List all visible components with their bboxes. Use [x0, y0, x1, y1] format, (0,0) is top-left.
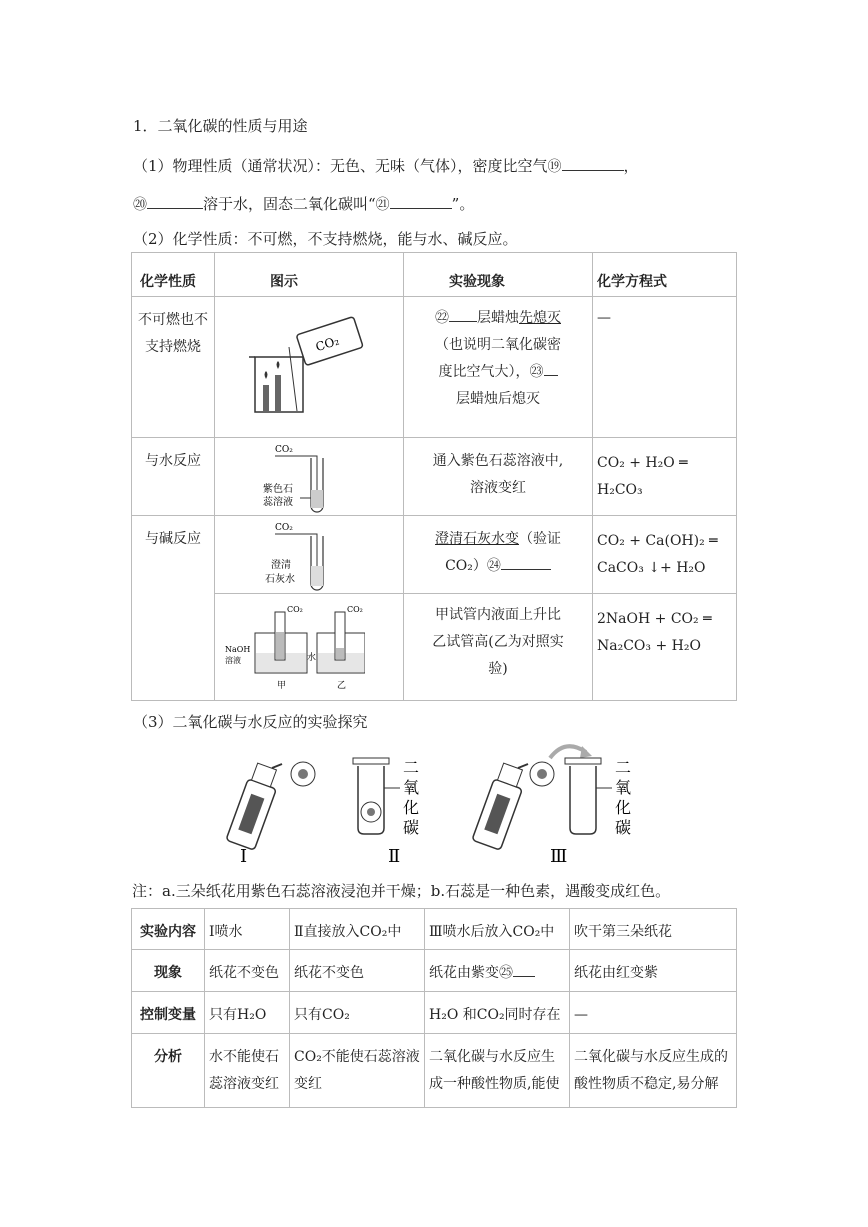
figure-cell: [215, 297, 404, 438]
figure-label: CO₂: [287, 605, 303, 614]
answer-blank-22[interactable]: [449, 306, 477, 322]
answer-blank-24[interactable]: [501, 554, 551, 570]
phenomenon-cell: [404, 594, 593, 701]
phenomenon-text: 层蜡烛后熄灭: [456, 391, 540, 407]
phenomenon-underlined: 先熄灭: [519, 310, 561, 326]
limewater-tube-diagram: [245, 518, 385, 593]
header-equation: 化学方程式: [593, 253, 737, 297]
answer-blank-20[interactable]: [147, 193, 203, 209]
phenomenon-text: （也说明二氧化碳密: [435, 337, 561, 353]
equation-cell: 2NaOH + CO₂ ═ Na₂CO₃ + H₂O: [593, 594, 737, 701]
table-cell: Ⅲ喷水后放入CO₂中: [425, 909, 570, 950]
phenomenon-text: 溶液变红: [470, 480, 526, 496]
answer-blank-23[interactable]: [544, 360, 558, 376]
row-header: 控制变量: [132, 992, 205, 1034]
figure-label-2: Ⅱ: [388, 846, 401, 867]
figure-cell: [215, 438, 404, 516]
figure-label: 石灰水: [265, 574, 295, 585]
phenomenon-text: （验证: [519, 531, 561, 547]
phenomenon-text: 通入紫色石蕊溶液中,: [432, 453, 564, 469]
chemical-intro: （2）化学性质：不可燃，不支持燃烧，能与水、碱反应。: [133, 230, 518, 248]
answer-blank-21[interactable]: [390, 193, 452, 209]
side-char: 化: [615, 798, 632, 817]
candle-icon: [263, 385, 269, 412]
table-cell: 只有CO₂: [290, 992, 425, 1034]
punct-2: ”。: [451, 195, 475, 213]
table-row: [132, 516, 737, 594]
figure-cell: [215, 516, 404, 594]
answer-blank-25[interactable]: [513, 961, 535, 977]
figure-label: 甲: [277, 681, 287, 691]
phenomenon-cell: [404, 516, 593, 594]
equation-cell: —: [593, 297, 737, 438]
table-cell: [425, 950, 570, 992]
figure-label: 乙: [337, 681, 347, 691]
figure-cell: [215, 594, 404, 701]
table-cell: —: [570, 992, 737, 1034]
side-char: 氧: [403, 778, 420, 797]
table-row: [132, 992, 737, 1034]
property-cell: 与水反应: [132, 438, 215, 516]
side-char: 碳: [403, 818, 420, 837]
figure-label: CO₂: [313, 333, 341, 355]
experiment-table: [131, 908, 737, 1108]
table-cell: Ⅰ喷水: [205, 909, 290, 950]
phenomenon-text: 度比空气大），: [438, 364, 530, 380]
row-header: 现象: [132, 950, 205, 992]
side-char: 碳: [615, 818, 632, 837]
table-row: [132, 950, 737, 992]
figure-label: CO₂: [347, 605, 363, 614]
header-figure: 图示: [215, 253, 404, 297]
candle-icon: [275, 375, 281, 412]
phenomenon-cell: [404, 297, 593, 438]
figure-label: 澄清: [271, 560, 291, 571]
figure-label: CO₂: [275, 445, 293, 455]
side-char: 化: [403, 798, 420, 817]
table-cell: 吹干第三朵纸花: [570, 909, 737, 950]
phenomenon-text: 乙试管高(乙为对照实: [432, 634, 564, 650]
equation-cell: CO₂ + H₂O ═ H₂CO₃: [593, 438, 737, 516]
table-cell: 纸花由红变紫: [570, 950, 737, 992]
equation-cell: CO₂ + Ca(OH)₂ ═ CaCO₃ ↓+ H₂O: [593, 516, 737, 594]
table-row: [132, 438, 737, 516]
figure-label: 溶液: [225, 656, 241, 665]
water-reaction-figures: [220, 740, 680, 880]
blank-number-24: ㉔: [486, 558, 501, 574]
physical-property-line-1: [133, 155, 639, 176]
table-cell: 二氧化碳与水反应生成一种酸性物质,能使: [425, 1034, 570, 1108]
table-cell: 纸花不变色: [205, 950, 290, 992]
phenomenon-cell: [404, 438, 593, 516]
side-char: 二: [615, 758, 632, 777]
figure-label: NaOH: [225, 645, 251, 654]
section-heading: 1．二氧化碳的性质与用途: [133, 117, 308, 135]
explore-title: （3）二氧化碳与水反应的实验探究: [133, 713, 368, 731]
property-cell: 与碱反应: [132, 516, 215, 701]
phenomenon-text: 验): [488, 661, 508, 677]
table-cell: 纸花不变色: [290, 950, 425, 992]
table-row: [132, 1034, 737, 1108]
blank-number-22: ㉒: [435, 310, 449, 326]
table-cell: 水不能使石蕊溶液变红: [205, 1034, 290, 1108]
phenomenon-text: 甲试管内液面上升比: [435, 607, 561, 623]
property-cell: [132, 297, 215, 438]
property-text: 支持燃烧: [145, 339, 201, 355]
table-cell: 只有H₂O: [205, 992, 290, 1034]
table-row: [132, 297, 737, 438]
gas-jar-icon: [353, 758, 400, 834]
cell-text: 纸花由紫变㉕: [429, 965, 513, 981]
row-header: 实验内容: [132, 909, 205, 950]
blank-number-23: ㉓: [529, 364, 544, 380]
naoh-water-comparison-diagram: [225, 598, 365, 698]
side-char: 氧: [615, 778, 632, 797]
punct: ，: [623, 157, 639, 175]
figure-label-1: Ⅰ: [240, 846, 248, 867]
header-property: 化学性质: [132, 253, 215, 297]
litmus-tube-diagram: [245, 440, 385, 515]
figure-label: CO₂: [275, 523, 293, 533]
gas-jar-icon: [565, 758, 612, 834]
figure-label: 紫色石: [263, 484, 293, 495]
spray-bottle-icon: [226, 763, 282, 850]
row-header: 分析: [132, 1034, 205, 1108]
answer-blank-19[interactable]: [562, 155, 624, 171]
side-char: 二: [403, 758, 420, 777]
table-row: [132, 594, 737, 701]
table-cell: CO₂不能使石蕊溶液变红: [290, 1034, 425, 1108]
blank-number-21: ㉑: [375, 197, 390, 213]
phenomenon-text: 层蜡烛: [477, 310, 519, 326]
blank-number-19: ⑲: [547, 159, 562, 175]
header-phenomenon: 实验现象: [404, 253, 593, 297]
figure-label: 蕊溶液: [263, 497, 293, 508]
phenomenon-underlined: 澄清石灰水变: [435, 531, 519, 547]
table-cell: H₂O 和CO₂同时存在: [425, 992, 570, 1034]
blank-number-20: ⑳: [133, 197, 147, 213]
table-cell: 二氧化碳与水反应生成的酸性物质不稳定,易分解: [570, 1034, 737, 1108]
table-row: [132, 909, 737, 950]
phenomenon-text: CO₂）: [445, 558, 487, 574]
physical-text: （1）物理性质（通常状况）：无色、无味（气体），密度比空气: [133, 157, 548, 175]
property-text: 不可燃也不: [138, 312, 208, 328]
table-cell: Ⅱ直接放入CO₂中: [290, 909, 425, 950]
candle-beaker-diagram: [235, 307, 375, 427]
spray-bottle-icon: [472, 763, 528, 850]
physical-text-2: 溶于水，固态二氧化碳叫“: [203, 195, 376, 213]
chemical-properties-table: [131, 252, 737, 701]
figure-label: 水: [307, 653, 317, 663]
figure-label-3: Ⅲ: [550, 846, 568, 867]
note: 注：a.三朵纸花用紫色石蕊溶液浸泡并干燥；b.石蕊是一种色素，遇酸变成红色。: [132, 882, 671, 900]
physical-property-line-2: [133, 193, 474, 214]
